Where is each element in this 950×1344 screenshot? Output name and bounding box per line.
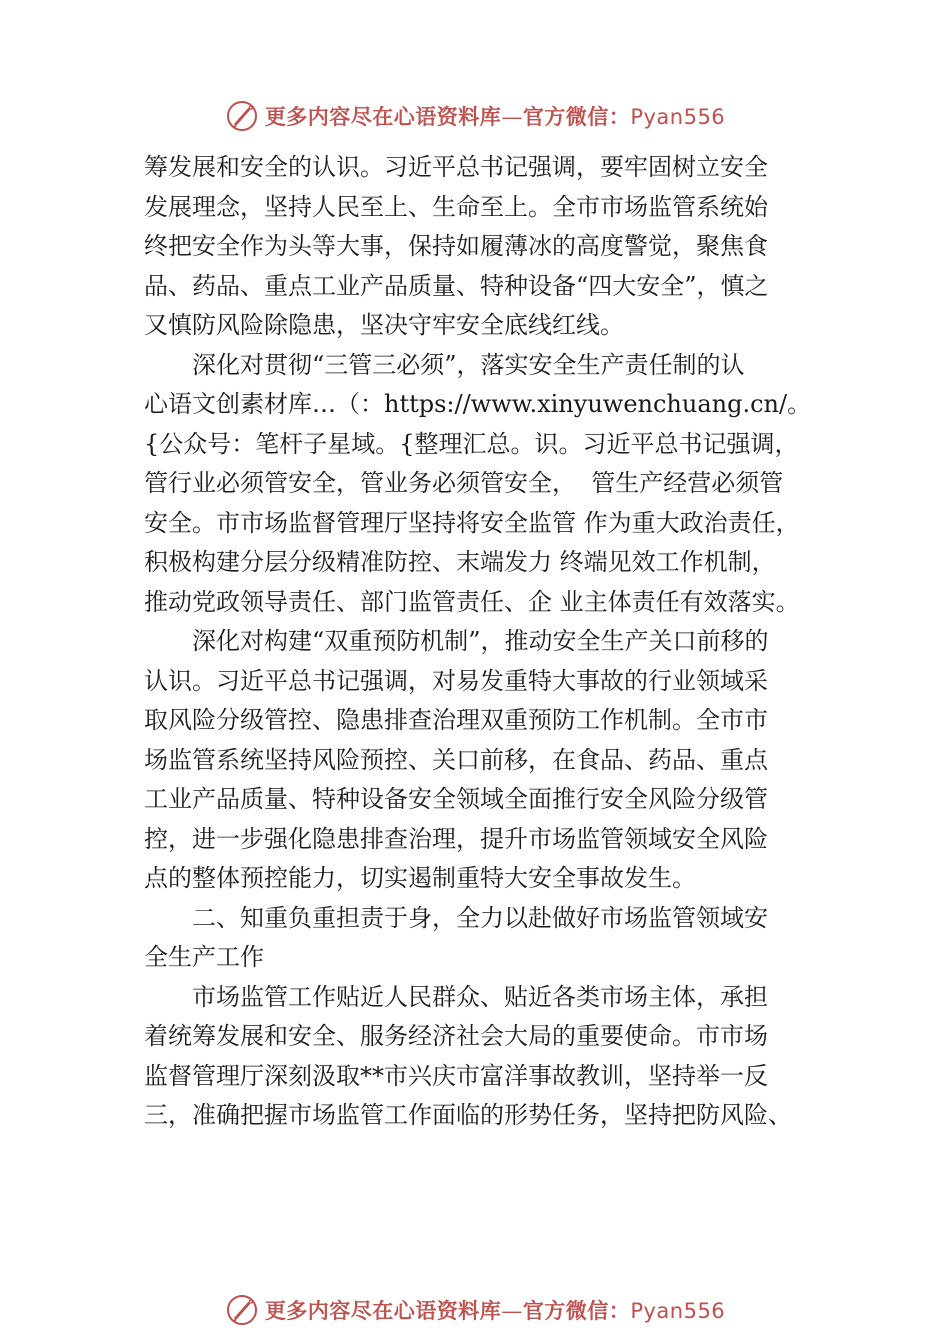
text-line: 监督管理厅深刻汲取**市兴庆市富洋事故教训，坚持举一反 [144,1061,768,1090]
text-line: 着统筹发展和安全、服务经济社会大局的重要使命。市市场 [144,1022,768,1050]
text-line: 发展理念，坚持人民至上、生命至上。全市市场监管系统始 [144,192,768,221]
header-banner [0,96,950,136]
footer-banner [0,1290,950,1330]
quill-pen-logo-icon [225,1293,259,1327]
text-line: 认识。习近平总书记强调，对易发重特大事故的行业领域采 [144,666,768,695]
paragraph-start: 深化对贯彻“三管三必须”，落实安全生产责任制的认 [192,350,745,379]
text-line: 取风险分级管控、隐患排查治理双重预防工作机制。全市市 [144,706,768,734]
text-line: 控，进一步强化隐患排查治理，提升市场监管领域安全风险 [144,824,768,853]
section-heading-continued: 全生产工作 [144,943,264,971]
text-line: 终把安全作为头等大事，保持如履薄冰的高度警觉，聚焦食 [144,232,768,260]
text-line: 推动党政领导责任、部门监管责任、企 业主体责任有效落实。 [144,587,800,616]
text-line: 品、药品、重点工业产品质量、特种设备“四大安全”，慎之 [144,271,769,300]
text-line: 管行业必须管安全，管业务必须管安全， 管生产经营必须管 [144,469,784,497]
section-heading: 二、知重负重担责于身，全力以赴做好市场监管领域安 [192,903,768,932]
wechat-id: Pyan556 [630,1299,726,1323]
paragraph-start: 深化对构建“双重预防机制”，推动安全生产关口前移的 [192,627,769,655]
header-banner-text: 更多内容尽在心语资料库—官方微信：Pyan556 [264,104,726,129]
paragraph-start: 市场监管工作贴近人民群众、贴近各类市场主体，承担 [192,982,768,1011]
footer-banner-text: 更多内容尽在心语资料库—官方微信：Pyan556 [264,1298,726,1323]
quill-pen-logo-icon [225,99,259,133]
document-body [144,148,844,1136]
text-line: 安全。市市场监督管理厅坚持将安全监管 作为重大政治责任， [144,508,800,537]
wechat-id: Pyan556 [630,105,726,129]
text-line: 筹发展和安全的认识。习近平总书记强调，要牢固树立安全 [144,153,768,181]
text-line: 积极构建分层分级精准防控、末端发力 终端见效工作机制， [144,548,776,576]
text-line: 又慎防风险除隐患，坚决守牢安全底线红线。 [144,311,624,339]
text-line: 场监管系统坚持风险预控、关口前移，在食品、药品、重点 [144,745,768,774]
text-line: 工业产品质量、特种设备安全领域全面推行安全风险分级管 [144,785,768,813]
text-line: 三，准确把握市场监管工作面临的形势任务，坚持把防风险、 [144,1101,792,1129]
text-line: {公众号：笔杆子星域。{整理汇总。识。习近平总书记强调， [144,429,799,458]
text-line: 心语文创素材库…（：https://www.xinyuwenchuang.cn/。 [144,390,812,418]
text-line: 点的整体预控能力，切实遏制重特大安全事故发生。 [144,864,696,892]
